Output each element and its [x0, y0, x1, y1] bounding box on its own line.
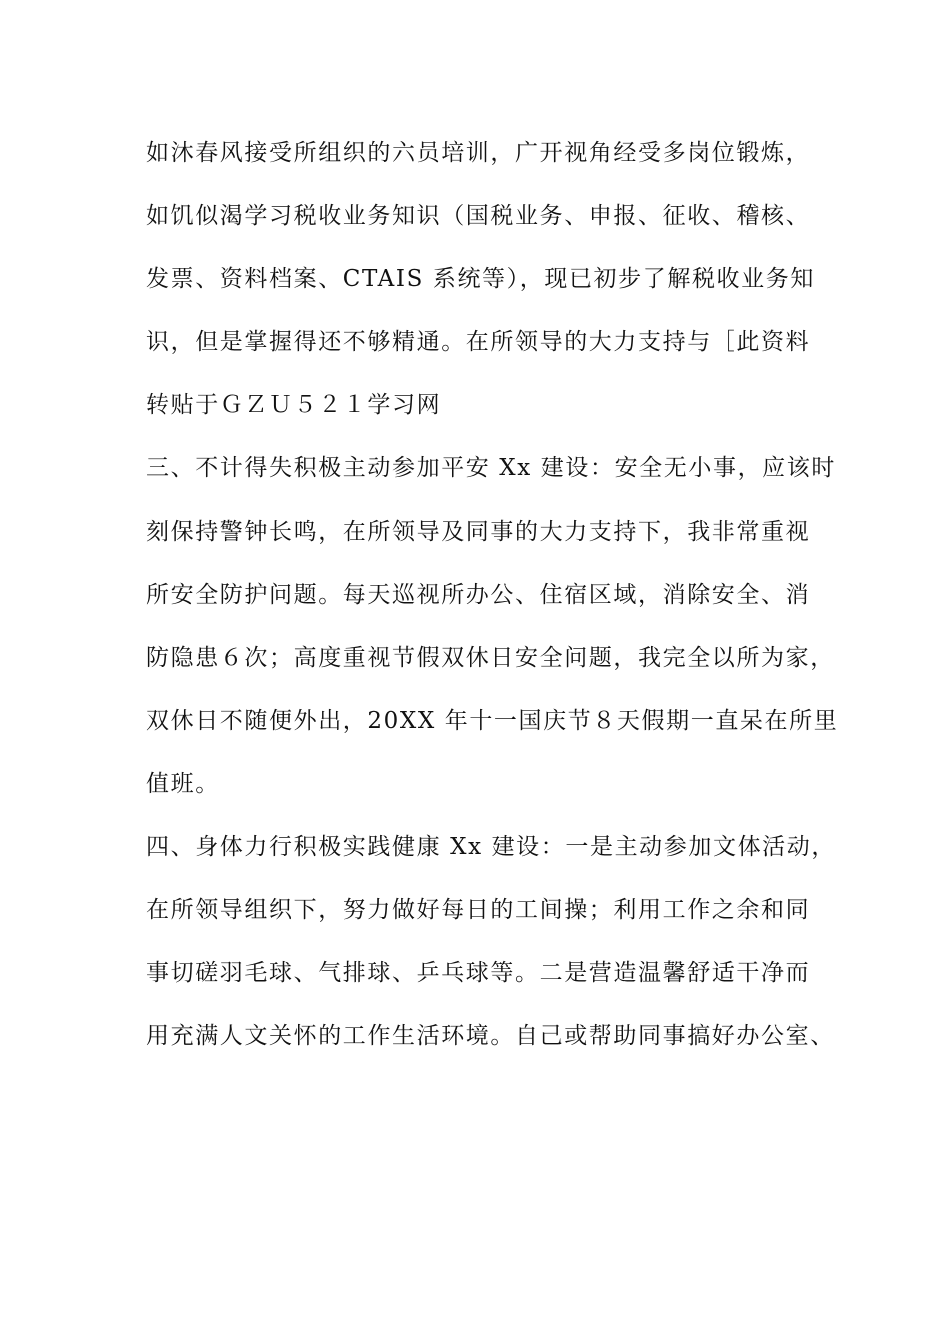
text-line-2: 如饥似渴学习税收业务知识（国税业务、申报、征收、稽核、: [146, 203, 811, 230]
body-text: [146, 126, 839, 1072]
text-line-5: 转贴于ＧＺＵ５２１学习网: [146, 392, 442, 419]
text-line-11: 值班。: [146, 770, 220, 797]
text-line-15: 用充满人文关怀的工作生活环境。自己或帮助同事搞好办公室、: [146, 1023, 835, 1050]
text-line-1: 如沐春风接受所组织的六员培训，广开视角经受多岗位锻炼，: [146, 140, 811, 166]
text-line-6: 三、不计得失积极主动参加平安 Xx 建设：安全无小事，应该时: [146, 455, 836, 482]
text-line-4: 识，但是掌握得还不够精通。在所领导的大力支持与［此资料: [146, 329, 811, 356]
text-line-12: 四、身体力行积极实践健康 Xx 建设：一是主动参加文体活动，: [146, 834, 836, 861]
text-line-3: 发票、资料档案、CTAIS 系统等），现已初步了解税收业务知: [146, 266, 815, 293]
text-line-14: 事切磋羽毛球、气排球、乒乓球等。二是营造温馨舒适干净而: [146, 960, 811, 987]
text-line-7: 刻保持警钟长鸣，在所领导及同事的大力支持下，我非常重视: [146, 518, 811, 545]
text-line-10: 双休日不随便外出，20XX 年十一国庆节８天假期一直呆在所里: [146, 707, 839, 734]
text-line-13: 在所领导组织下，努力做好每日的工间操；利用工作之余和同: [146, 897, 811, 924]
text-line-8: 所安全防护问题。每天巡视所办公、住宿区域，消除安全、消: [146, 581, 811, 608]
text-line-9: 防隐患６次；高度重视节假双休日安全问题，我完全以所为家，: [146, 644, 835, 671]
